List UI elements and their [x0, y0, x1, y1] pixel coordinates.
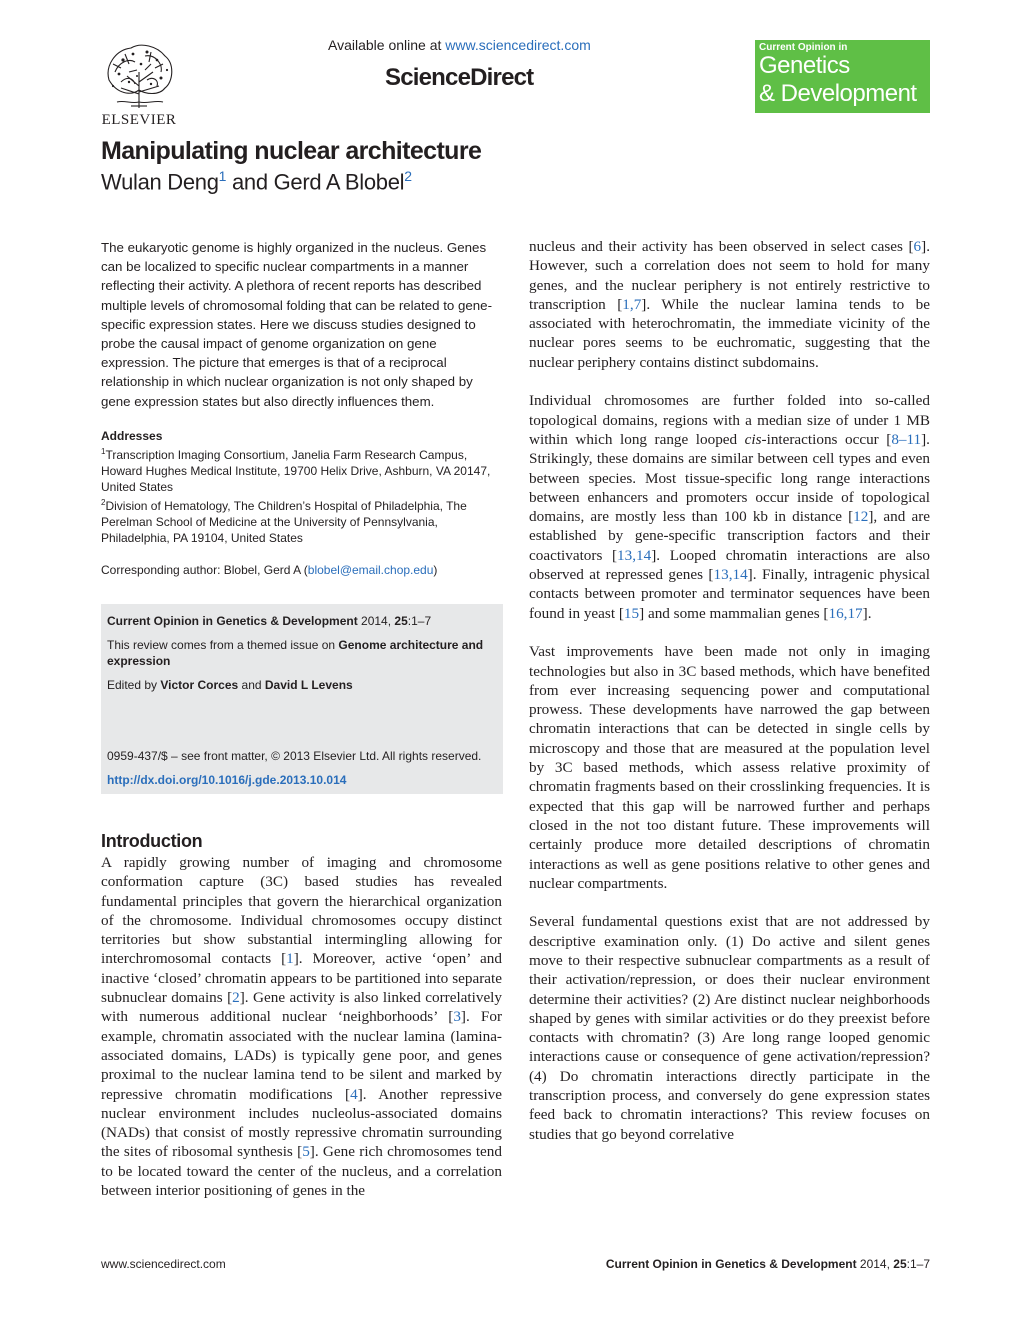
info-citation: [107, 613, 497, 629]
info-editor-2: David L Levens: [264, 678, 353, 692]
citation-link[interactable]: 2: [232, 989, 240, 1007]
right-paragraph-2: Individual chromosomes are further folded into so-called topological domains, regions with a median size of under 1 MB within which long range looped cis-interactions occur [8–11]. Strikingly, these domains are similar between cell types and even between species. Most tissue-specific long range interactions between enhancers and promoters occur inside of topological domains, are mostly less than 100 kb in distance [12], and are established by gene-specific transcription factors and their coactivators [13,14]. Looped chromatin interactions are also observed at repressed genes [13,14]. Finally, intragenic physical contacts between promoter and terminator sequences have been found in yeast [15] and some mammalian genes [16,17].: [529, 392, 930, 622]
right-column: [529, 237, 930, 1163]
address-2-text: Division of Hematology, The Children’s Hospital of Philadelphia, The Perelman School of Medicine at the University of Pennsylvania, Philadelphia, PA 19104, United States: [101, 498, 467, 545]
right-paragraph-3: Vast improvements have been made not only in imaging technologies but also in 3C based methods, which have benefited from ever increasing sequencing power and computational prowess. These developments have narrowed the gap between chromatin interactions that can be detected in single cells by microscopy and those that are measured at the population level by 3C based methods, which assess relative proximity of chromatin fragments based on their crosslinking frequencies. It is expected that this gap will be narrowed further and perhaps closed in the not too distant future. These improvements will certainly produce more detailed descriptions of chromatin interactions as well as gene positions relative to other genes and nuclear compartments.: [529, 643, 930, 892]
author-2-affiliation-mark[interactable]: 2: [404, 168, 412, 184]
author-2: Gerd A Blobel: [273, 169, 405, 195]
info-theme-name: Genome architecture and expression: [107, 638, 484, 668]
citation-link[interactable]: 12: [853, 508, 869, 526]
abstract: The eukaryotic genome is highly organized in the nucleus. Genes can be localized to specific nuclear compartments in a manner reflecting their activity. A plethora of recent reports has described multiple levels of chromosomal folding that can be related to gene-specific expression states. Here we discuss studies designed to probe the causal impact of genome organization on gene expression. The picture that emerges is that of a reciprocal relationship in which nuclear organization is not only shaped by gene expression states but also directly influences them.: [101, 240, 492, 409]
italic-term: cis: [744, 430, 762, 448]
journal-logo: [755, 40, 930, 113]
corresponding-author: [101, 562, 493, 578]
author-joiner: and: [226, 169, 274, 195]
corresponding-prefix: Corresponding author: Blobel, Gerd A (: [101, 562, 308, 577]
citation-link[interactable]: 8–11: [891, 430, 922, 448]
article-info-box: [101, 604, 503, 794]
footer-journal: Current Opinion in Genetics & Development: [605, 1257, 857, 1271]
elsevier-wordmark: ELSEVIER: [101, 112, 177, 128]
footer-volume: 25: [893, 1257, 907, 1271]
author-1-affiliation-mark[interactable]: 1: [218, 168, 227, 184]
address-1-mark: 1: [101, 446, 106, 456]
citation-link[interactable]: 15: [623, 604, 640, 622]
info-volume: 25: [394, 614, 408, 628]
introduction-heading: Introduction: [101, 831, 203, 851]
address-2-mark: 2: [101, 497, 106, 507]
citation-link[interactable]: 13,14: [713, 566, 748, 584]
info-year: 2014,: [357, 614, 395, 628]
citation-link[interactable]: 1,7: [622, 295, 642, 313]
article-title: Manipulating nuclear architecture: [101, 137, 482, 165]
addresses: [101, 428, 493, 546]
corresponding-email-link[interactable]: blobel@email.chop.edu: [307, 562, 434, 577]
address-2: [101, 495, 493, 546]
available-online-line: [328, 37, 591, 53]
info-theme: [107, 637, 497, 669]
citation-link[interactable]: 6: [913, 238, 922, 255]
available-online-prefix: Available online at: [328, 37, 446, 53]
journal-logo-line1: Current Opinion in: [759, 42, 848, 53]
address-1-text: Transcription Imaging Consortium, Janelia Farm Research Campus, Howard Hughes Medical Institute, 19700 Helix Drive, Ashburn, VA 20147, United States: [101, 447, 491, 494]
introduction-paragraph: A rapidly growing number of imaging and chromosome conformation capture (3C) based studies has revealed fundamental principles that govern the hierarchical organization of the chromosome. Individual chromosomes occupy distinct territories but show substantial intermingling allowing for interchromosomal contacts [1]. Moreover, active ‘open’ and inactive ‘closed’ chromatin appears to be partitioned into separate subnuclear domains [2]. Gene activity is also linked correlatively with numerous additional nuclear ‘neighborhoods’ [3]. For example, chromatin associated with the nuclear lamina (lamina-associated domains, LADs) is typically gene poor, and genes proximal to the nuclear lamina tend to be silent and marked by repressive chromatin modifications [4]. Another repressive nuclear environment includes nucleolus-associated domains (NADs) that consist of mostly repressive chromatin surrounding the sites of ribosomal synthesis [5]. Gene rich chromosomes tend to be located toward the center of the nucleus, and a correlation between interior positioning of genes in the: [101, 854, 503, 1200]
footer-citation: [590, 1257, 930, 1271]
addresses-heading: Addresses: [101, 428, 163, 443]
citation-link[interactable]: 1: [286, 950, 294, 968]
info-journal: Current Opinion in Genetics & Development: [107, 614, 358, 628]
footer-website[interactable]: www.sciencedirect.com: [101, 1257, 226, 1271]
citation-link[interactable]: 4: [350, 1085, 358, 1103]
doi-link[interactable]: http://dx.doi.org/10.1016/j.gde.2013.10.014: [107, 773, 347, 787]
citation-link[interactable]: 16,17: [828, 604, 863, 622]
right-paragraph-4: Several fundamental questions exist that are not addressed by descriptive examination only. (1) Do active and silent genes move to their respective subnuclear compartments as a result of their activation/repression, or does their nuclear environment determine their activities? (2) Are distinct nuclear neighborhoods shaped by genes with similar activities or do they preexist before contacts with chromatin? (3) Are long range looped genomic interactions cause or consequence of gene activation/repression? (4) Do chromatin interactions directly participate in the transcription process, and conversely do gene expression states feed back to chromatin interactions? This review focuses on studies that go beyond correlative: [529, 913, 930, 1143]
info-pages: :1–7: [407, 614, 432, 628]
author-line: [101, 168, 412, 195]
left-column: [101, 238, 493, 578]
address-1: [101, 444, 493, 495]
info-theme-prefix: This review comes from a themed issue on: [107, 638, 339, 652]
citation-link[interactable]: 13,14: [617, 546, 652, 564]
citation-link[interactable]: 5: [302, 1143, 310, 1161]
author-1: Wulan Deng: [101, 169, 219, 195]
footer-year: 2014,: [856, 1257, 894, 1271]
info-issn: 0959-437/$ – see front matter, © 2013 Elsevier Ltd. All rights reserved.: [107, 749, 482, 763]
journal-logo-line2: Genetics: [759, 52, 850, 79]
info-editors: [107, 677, 497, 693]
info-editor-joiner: and: [238, 678, 265, 692]
journal-logo-line3: & Development: [759, 80, 917, 107]
sciencedirect-link[interactable]: www.sciencedirect.com: [445, 37, 591, 53]
footer-pages: :1–7: [906, 1257, 930, 1271]
info-editor-1: Victor Corces: [160, 678, 239, 692]
sciencedirect-wordmark: ScienceDirect: [385, 64, 534, 91]
info-edited-prefix: Edited by: [107, 678, 161, 692]
right-paragraph-1: nucleus and their activity has been observed in select cases [6]. However, such a correlation does not seem to hold for many genes, and the nuclear periphery is not entirely restrictive to transcription [1,7]. While the nuclear lamina tends to be associated with heterochromatin, the immediate vicinity of the nuclear pores seems to be euchromatic, suggesting that the nuclear periphery contains distinct subdomains.: [529, 238, 930, 371]
citation-link[interactable]: 3: [453, 1008, 461, 1026]
corresponding-suffix: ): [433, 562, 438, 577]
elsevier-logo: [97, 42, 181, 128]
elsevier-tree-icon: [101, 42, 177, 110]
